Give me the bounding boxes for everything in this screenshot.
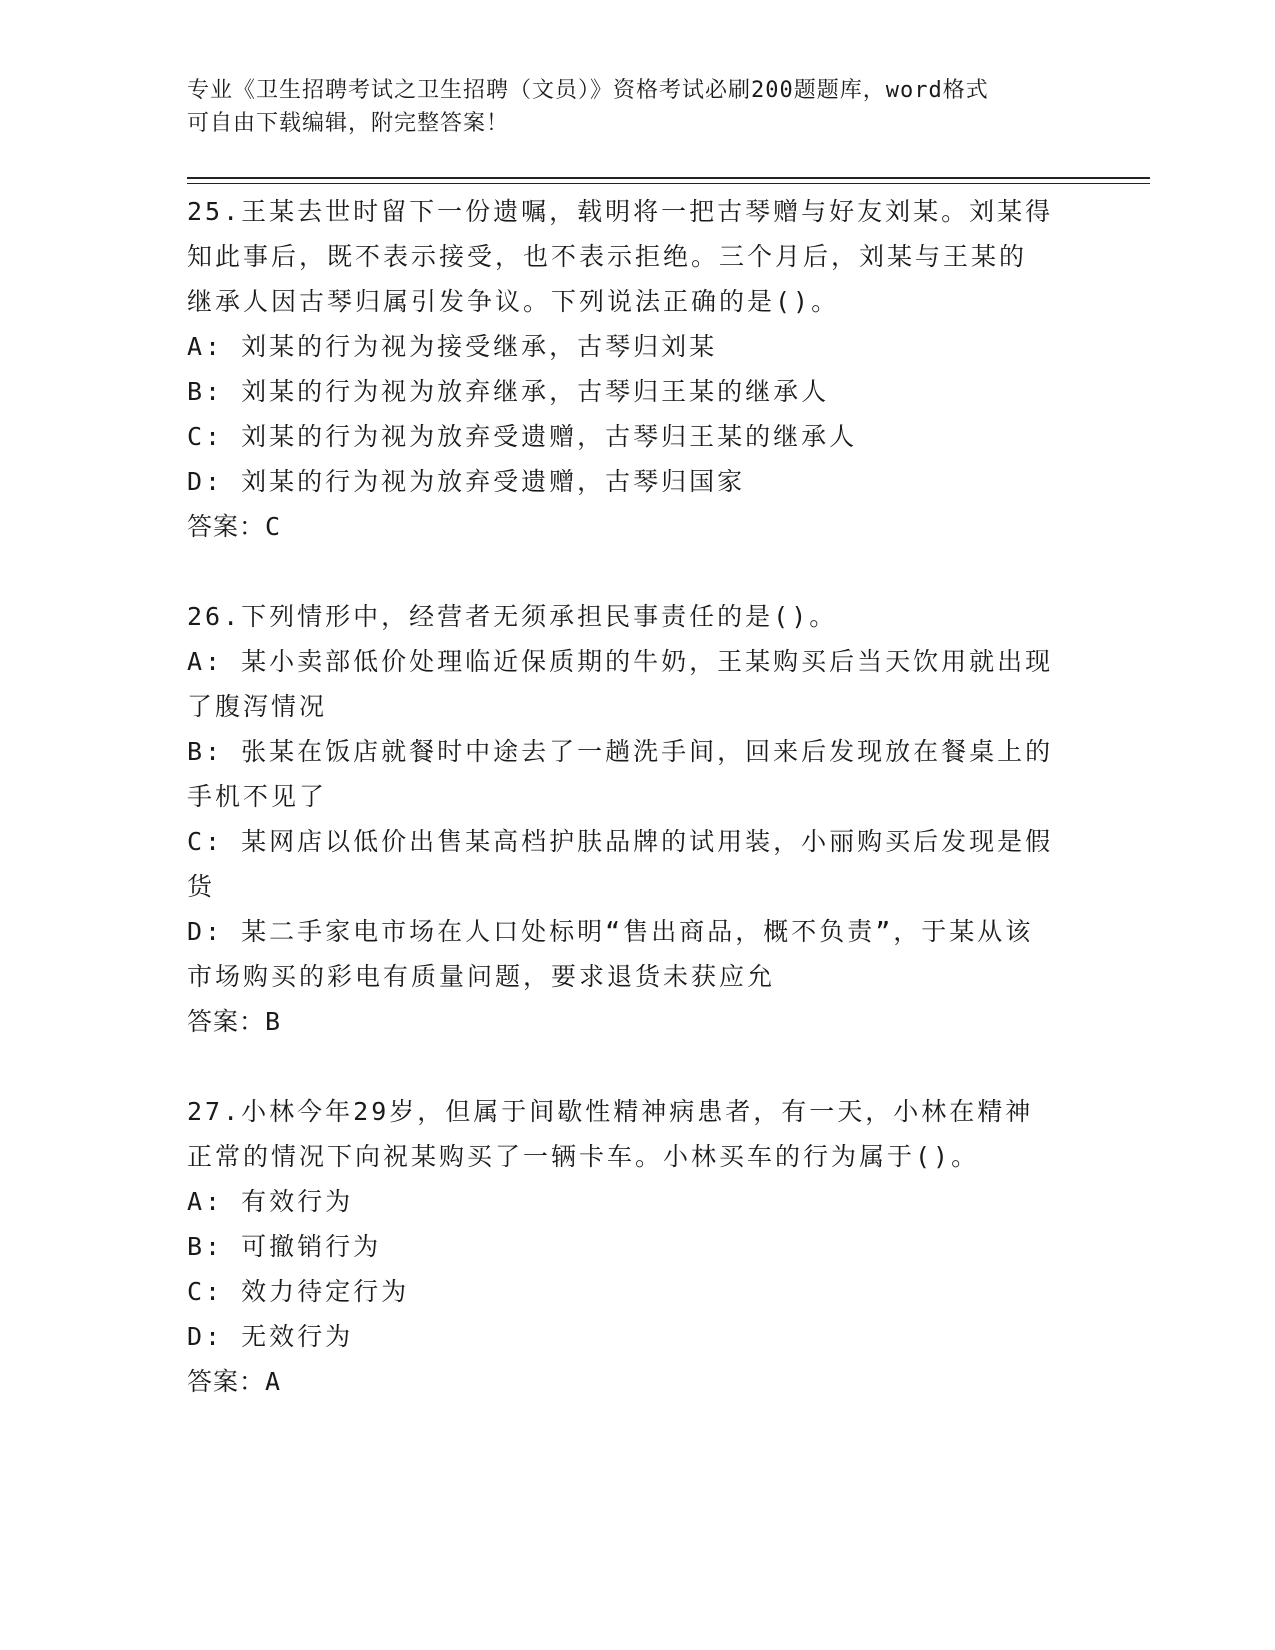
option-b: B: 张某在饭店就餐时中途去了一趟洗手间，回来后发现放在餐桌上的 [187,737,1054,766]
question-text: 25.王某去世时留下一份遗嘱，载明将一把古琴赠与好友刘某。刘某得 [187,197,1054,226]
header-rule-thick [187,177,1150,179]
header-rule-thin [187,183,1150,184]
option-d: D: 刘某的行为视为放弃受遗赠，古琴归国家 [187,467,746,496]
option-a-continued: 了腹泻情况 [187,692,328,721]
question-text: 继承人因古琴归属引发争议。下列说法正确的是()。 [187,287,840,316]
answer-line: 答案：C [187,512,282,541]
header-line-1: 专业《卫生招聘考试之卫生招聘（文员）》资格考试必刷200题题库，word格式 [187,78,989,103]
option-c: C: 效力待定行为 [187,1277,410,1306]
document-header [187,74,1087,140]
question-text: 正常的情况下向祝某购买了一辆卡车。小林买车的行为属于()。 [187,1142,980,1171]
option-b: B: 刘某的行为视为放弃继承，古琴归王某的继承人 [187,377,830,406]
question-block [187,1089,1087,1404]
option-d-continued: 市场购买的彩电有质量问题，要求退货未获应允 [187,962,776,991]
question-list [187,189,1087,1404]
option-a: A: 某小卖部低价处理临近保质期的牛奶，王某购买后当天饮用就出现 [187,647,1054,676]
answer-line: 答案：B [187,1007,282,1036]
question-text: 26.下列情形中，经营者无须承担民事责任的是()。 [187,602,838,631]
header-line-2: 可自由下载编辑，附完整答案！ [187,111,510,136]
option-c: C: 刘某的行为视为放弃受遗赠，古琴归王某的继承人 [187,422,858,451]
question-text: 27.小林今年29岁，但属于间歇性精神病患者，有一天，小林在精神 [187,1097,1034,1126]
option-c: C: 某网店以低价出售某高档护肤品牌的试用装，小丽购买后发现是假 [187,827,1054,856]
option-c-continued: 货 [187,872,216,901]
option-a: A: 刘某的行为视为接受继承，古琴归刘某 [187,332,718,361]
question-text: 知此事后，既不表示接受，也不表示拒绝。三个月后，刘某与王某的 [187,242,1028,271]
answer-line: 答案：A [187,1367,282,1396]
question-block [187,594,1087,1044]
option-b-continued: 手机不见了 [187,782,328,811]
option-b: B: 可撤销行为 [187,1232,382,1261]
option-a: A: 有效行为 [187,1187,354,1216]
option-d: D: 某二手家电市场在人口处标明“售出商品，概不负责”，于某从该 [187,917,1034,946]
question-block [187,189,1087,549]
option-d: D: 无效行为 [187,1322,354,1351]
